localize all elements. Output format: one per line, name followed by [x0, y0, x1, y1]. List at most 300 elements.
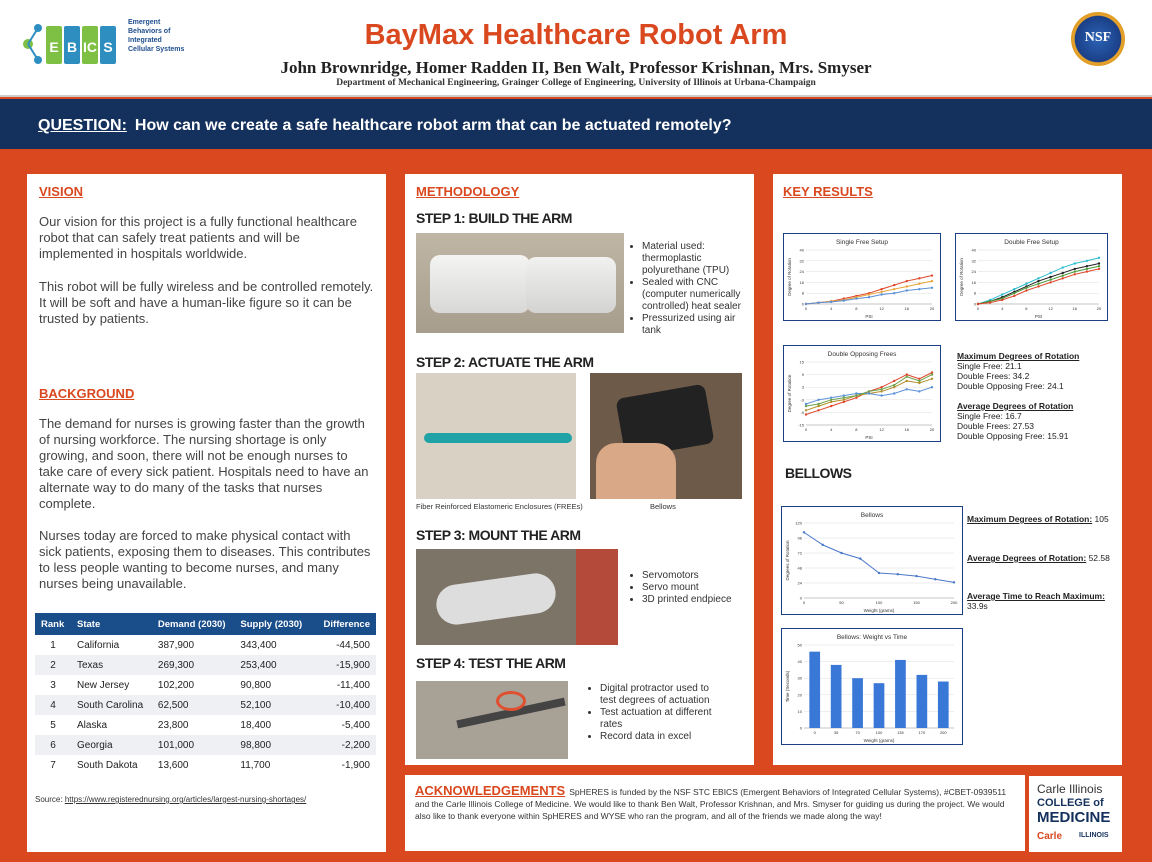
y-tick-label: 32: [799, 258, 804, 264]
x-tick-label: 100: [875, 600, 883, 605]
data-point: [897, 573, 899, 575]
table-cell: Alaska: [77, 719, 108, 731]
data-point: [880, 390, 882, 392]
data-point: [1062, 266, 1064, 268]
data-point: [1037, 280, 1039, 282]
data-point: [893, 392, 895, 394]
list-item: • Servo mount: [642, 582, 750, 594]
stat-label: Average Time to Reach Maximum:: [967, 591, 1105, 601]
authors: John Brownridge, Homer Radden II, Ben Walt, Professor Krishnan, Mrs. Smyser: [280, 58, 872, 77]
svg-text:IC: IC: [83, 39, 97, 55]
table-cell: Georgia: [71, 735, 152, 755]
table-row: [35, 755, 376, 775]
x-tick-label: 16: [904, 427, 910, 432]
data-point: [1062, 272, 1064, 274]
y-axis-label: Degree of Rotation: [959, 258, 964, 296]
table-row: [35, 655, 376, 675]
table-cell: Texas: [71, 655, 152, 675]
data-point: [880, 293, 882, 295]
data-point: [880, 386, 882, 388]
data-point: [817, 409, 819, 411]
x-tick-label: 16: [1072, 306, 1078, 311]
list-item: • Digital protractor used to test degrees of actuation: [600, 683, 718, 707]
illinois-brand: ILLINOIS: [1079, 832, 1109, 839]
bar: [831, 665, 842, 728]
data-point: [830, 397, 832, 399]
step-3-bullets: [630, 570, 750, 606]
x-tick-label: 8: [855, 306, 858, 311]
mount-photo: [416, 549, 618, 645]
carle-brand: Carle: [1037, 831, 1063, 842]
chart-title: Double Free Setup: [1004, 239, 1059, 246]
y-axis-label: Degree of Rotation: [787, 374, 792, 413]
x-tick-label: 4: [830, 306, 833, 311]
x-tick-label: 8: [1025, 306, 1028, 311]
data-point: [893, 384, 895, 386]
x-tick-label: 20: [929, 306, 935, 311]
column-header: Demand (2030): [152, 613, 235, 635]
step-1-bullets: [630, 241, 750, 337]
data-point: [1062, 277, 1064, 279]
data-point: [918, 380, 920, 382]
stat-label: Maximum Degrees of Rotation:: [967, 514, 1093, 524]
data-point: [931, 378, 933, 380]
stat-line: Single Free: 16.7: [957, 411, 1022, 421]
svg-text:S: S: [103, 39, 113, 55]
svg-text:B: B: [66, 39, 78, 55]
chart-double-opposing: [783, 345, 941, 442]
bellows-stat-max: [967, 514, 1122, 524]
data-point: [918, 378, 920, 380]
table-cell: 269,300: [152, 655, 235, 675]
x-tick-label: 200: [950, 600, 958, 605]
poster-title: BayMax Healthcare Robot Arm: [364, 19, 788, 51]
data-point: [918, 277, 920, 279]
y-tick-label: 15: [799, 359, 804, 365]
data-point: [931, 274, 933, 276]
y-tick-label: 0: [799, 595, 802, 601]
data-point: [1074, 273, 1076, 275]
x-tick-label: 4: [830, 427, 833, 432]
data-point: [906, 373, 908, 375]
x-tick-label: 70: [855, 730, 860, 735]
y-tick-label: 3: [801, 384, 804, 390]
data-point: [1086, 265, 1088, 267]
carle-line-3: MEDICINE: [1037, 809, 1111, 826]
data-point: [855, 397, 857, 399]
x-tick-label: 0: [802, 600, 806, 605]
data-point: [855, 392, 857, 394]
data-point: [906, 376, 908, 378]
y-tick-label: 40: [799, 247, 804, 253]
data-point: [918, 390, 920, 392]
data-point: [817, 403, 819, 405]
data-point: [918, 283, 920, 285]
table-cell: New Jersey: [77, 679, 130, 691]
x-axis-label: PSI: [1034, 314, 1043, 319]
data-point: [893, 380, 895, 382]
table-cell: 7: [50, 759, 56, 771]
table-cell: 102,200: [157, 679, 195, 691]
table-cell: -15,900: [310, 655, 376, 675]
data-point: [1062, 274, 1064, 276]
data-point: [805, 413, 807, 415]
data-point: [1074, 262, 1076, 264]
table-cell: 3: [50, 679, 56, 691]
data-point: [868, 296, 870, 298]
table-cell: 6: [35, 735, 71, 755]
x-tick-label: 12: [1048, 306, 1053, 311]
data-point: [1086, 260, 1088, 262]
table-cell: 90,800: [240, 679, 272, 691]
chart-bellows: [781, 506, 963, 615]
header: [0, 0, 1152, 97]
chart-svg-1: [956, 234, 1107, 320]
data-point: [805, 403, 807, 405]
x-tick-label: 100: [875, 730, 883, 735]
data-point: [840, 552, 842, 554]
x-axis-label: PSI: [865, 314, 873, 319]
data-point: [893, 386, 895, 388]
stat-value: 33.9s: [967, 601, 988, 611]
data-point: [805, 405, 807, 407]
nursing-shortage-table: [35, 613, 376, 775]
data-point: [989, 301, 991, 303]
bar: [938, 682, 949, 728]
y-tick-label: 8: [801, 290, 804, 296]
carle-line-1: Carle Illinois: [1037, 782, 1103, 796]
table-cell: -2,200: [310, 735, 376, 755]
data-point: [1001, 299, 1003, 301]
stat-line: Double Frees: 27.53: [957, 421, 1035, 431]
list-item: • Servomotors: [642, 570, 750, 582]
data-point: [1049, 272, 1051, 274]
column-header: State: [71, 613, 152, 635]
data-point: [843, 399, 845, 401]
table-cell: -10,400: [310, 695, 376, 715]
results-heading: KEY RESULTS: [783, 184, 873, 199]
data-point: [1037, 277, 1039, 279]
question-label: QUESTION:: [38, 117, 127, 134]
data-point: [1086, 268, 1088, 270]
frees-photo: [416, 373, 576, 499]
table-cell: 62,500: [152, 695, 235, 715]
carle-illinois-logo: [1029, 776, 1122, 852]
data-point: [918, 288, 920, 290]
data-point: [843, 397, 845, 399]
acknowledgements-heading: ACKNOWLEDGEMENTS: [415, 783, 566, 798]
chart-title: Bellows: Weight vs Time: [836, 634, 908, 641]
carle-line-2: COLLEGE of: [1037, 797, 1104, 809]
table-cell: South Carolina: [71, 695, 152, 715]
data-point: [1049, 279, 1051, 281]
data-point: [855, 297, 857, 299]
x-tick-label: 20: [929, 427, 935, 432]
chart-title: Single Free Setup: [835, 239, 889, 246]
data-point: [1013, 288, 1015, 290]
data-point: [931, 371, 933, 373]
table-cell: 1: [50, 639, 56, 651]
table-cell: 23,800: [157, 719, 189, 731]
table-row: [35, 715, 376, 735]
list-item: • Material used: thermoplastic polyurethane (TPU): [642, 241, 750, 277]
column-header: Supply (2030): [234, 613, 310, 635]
y-tick-label: 40: [971, 247, 976, 253]
table-cell: 98,800: [234, 735, 310, 755]
data-point: [880, 288, 882, 290]
table-header-row: [35, 613, 376, 635]
data-point: [880, 394, 882, 396]
bar: [917, 675, 928, 728]
data-point: [918, 382, 920, 384]
y-axis-label: Degree of Rotation: [787, 258, 792, 296]
data-point: [931, 280, 933, 282]
stat-line: Double Opposing Free: 15.91: [957, 431, 1069, 441]
table-cell: 253,400: [234, 655, 310, 675]
data-point: [843, 299, 845, 301]
stat-line: Single Free: 21.1: [957, 361, 1022, 371]
nsf-logo: [1071, 12, 1125, 66]
table-row: [35, 695, 376, 715]
data-point: [906, 388, 908, 390]
data-point: [843, 401, 845, 403]
table-cell: -5,400: [341, 719, 370, 731]
x-tick-label: 12: [879, 427, 884, 432]
data-point: [893, 288, 895, 290]
ebics-subtitle: Emergent Behaviors of Integrated Cellular Systems: [128, 19, 185, 53]
table-cell: 2: [35, 655, 71, 675]
table-cell: -1,900: [341, 759, 370, 771]
data-point: [906, 285, 908, 287]
frees-stats: [957, 351, 1107, 441]
question: [38, 117, 732, 135]
y-tick-label: 40: [797, 659, 802, 665]
data-point: [906, 280, 908, 282]
data-point: [906, 380, 908, 382]
svg-text:E: E: [49, 39, 59, 55]
data-point: [1025, 287, 1027, 289]
data-point: [953, 581, 955, 583]
data-point: [1013, 292, 1015, 294]
y-tick-label: 0: [973, 301, 976, 307]
y-tick-label: 32: [971, 258, 976, 264]
table-cell: -44,500: [336, 639, 370, 651]
x-tick-label: 0: [804, 306, 808, 311]
y-tick-label: 20: [797, 692, 802, 698]
y-tick-label: 0: [801, 301, 804, 307]
acknowledgements-panel: [405, 775, 1025, 851]
stat-label: Average Degrees of Rotation:: [967, 553, 1087, 563]
avg-rotation-label: Average Degrees of Rotation: [957, 401, 1074, 411]
table-row: [35, 735, 376, 755]
table-cell: 13,600: [157, 759, 189, 771]
data-point: [1098, 262, 1100, 264]
table-cell: 18,400: [240, 719, 272, 731]
y-axis-label: Time (Seconds): [785, 670, 790, 703]
y-tick-label: 30: [797, 675, 802, 681]
bar: [852, 678, 863, 728]
x-tick-label: 135: [897, 730, 904, 735]
vision-paragraph-2: This robot will be fully wireless and be controlled remotely. It will be soft and have a human-like figure so it can be trusted by patients.: [39, 279, 374, 326]
stat-line: Double Opposing Free: 24.1: [957, 381, 1064, 391]
y-tick-label: -9: [800, 409, 804, 415]
bellows-stat-time: [967, 591, 1122, 611]
data-point: [817, 399, 819, 401]
list-item: • Sealed with CNC (computer numerically controlled) heat sealer: [642, 277, 750, 313]
data-point: [931, 386, 933, 388]
frees-caption: Fiber Reinforced Elastomeric Enclosures (FREEs): [416, 502, 583, 511]
data-point: [1037, 283, 1039, 285]
data-point: [822, 544, 824, 546]
series-line: [978, 266, 1099, 304]
bar: [895, 660, 906, 728]
chart-svg-3: [782, 507, 962, 614]
bar: [874, 683, 885, 728]
table-cell: 101,000: [152, 735, 235, 755]
x-tick-label: 50: [839, 600, 844, 605]
x-tick-label: 0: [976, 306, 980, 311]
stat-value: 52.58: [1088, 553, 1110, 563]
step-4-title: STEP 4: TEST THE ARM: [416, 655, 566, 671]
chart-svg-0: [784, 234, 940, 320]
acknowledgements: [415, 785, 1015, 822]
question-bar: [0, 99, 1152, 149]
x-tick-label: 170: [918, 730, 926, 735]
chart-title: Double Opposing Frees: [827, 351, 897, 358]
data-point: [1098, 257, 1100, 259]
vision-heading: VISION: [39, 184, 84, 199]
chart-bellows-time: [781, 628, 963, 745]
data-point: [893, 284, 895, 286]
department: Department of Mechanical Engineering, Grainger College of Engineering, University of Illinois at Urbana-Champaign: [336, 78, 816, 88]
list-item: • Pressurized using air tank: [642, 313, 750, 337]
chart-title: Bellows: [860, 512, 884, 519]
x-tick-label: 35: [833, 730, 839, 735]
data-point: [906, 289, 908, 291]
table-cell: 5: [50, 719, 56, 731]
step-4-bullets: [588, 683, 718, 743]
data-point: [830, 399, 832, 401]
y-tick-label: -3: [800, 397, 804, 403]
data-point: [868, 392, 870, 394]
data-point: [868, 390, 870, 392]
x-axis-label: PSI: [865, 435, 873, 440]
max-rotation-label: Maximum Degrees of Rotation: [957, 351, 1080, 361]
bellows-stat-avg: [967, 553, 1122, 563]
chart-svg-2: [784, 346, 940, 441]
bar: [809, 652, 820, 728]
data-point: [893, 292, 895, 294]
x-axis-label: Weight (grams): [863, 608, 895, 613]
y-tick-label: 10: [797, 708, 802, 714]
data-point: [830, 301, 832, 303]
data-point: [1037, 285, 1039, 287]
step-3-title: STEP 3: MOUNT THE ARM: [416, 527, 581, 543]
background-paragraph-1: The demand for nurses is growing faster than the growth of nursing workforce. The nursing shortage is only growing, and soon, there will not be enough nurses to take care of every sick patient. Hospitals need to have an alternate way to do many of the tasks that nurses complete.: [39, 416, 369, 511]
background-paragraph-2: Nurses today are forced to make physical contact with sick patients, exposing them to diseases. This contributes to less people wanting to become nurses, and many nurses being unavailable.: [39, 528, 371, 591]
data-point: [830, 401, 832, 403]
data-point: [977, 303, 979, 305]
y-tick-label: 24: [797, 580, 802, 586]
table-cell: -11,400: [336, 679, 370, 691]
data-point: [880, 388, 882, 390]
y-tick-label: 8: [973, 290, 976, 296]
list-item: • Test actuation at different rates: [600, 707, 718, 731]
x-axis-label: Weight (grams): [863, 738, 895, 743]
data-point: [817, 405, 819, 407]
data-point: [1098, 265, 1100, 267]
data-point: [1001, 293, 1003, 295]
data-point: [1025, 283, 1027, 285]
bellows-caption: Bellows: [650, 502, 676, 511]
data-point: [931, 287, 933, 289]
y-tick-label: 0: [799, 725, 802, 731]
data-point: [1086, 270, 1088, 272]
data-point: [830, 405, 832, 407]
data-point: [868, 293, 870, 295]
x-tick-label: 200: [939, 730, 947, 735]
source-link[interactable]: https://www.registerednursing.org/articles/largest-nursing-shortages/: [64, 795, 307, 804]
step-2-title: STEP 2: ACTUATE THE ARM: [416, 354, 594, 370]
stat-value: 105: [1094, 514, 1109, 524]
x-tick-label: 150: [913, 600, 920, 605]
y-tick-label: 24: [799, 269, 804, 275]
x-tick-label: 8: [855, 427, 858, 432]
data-point: [1074, 270, 1076, 272]
table-row: [35, 635, 376, 655]
chart-double-free: [955, 233, 1108, 321]
data-point: [1074, 268, 1076, 270]
stat-line: Double Frees: 34.2: [957, 371, 1030, 381]
chart-svg-4: [782, 629, 962, 744]
x-tick-label: 0: [804, 427, 808, 432]
table-cell: 11,700: [240, 759, 271, 771]
data-point: [1013, 295, 1015, 297]
table-cell: 387,900: [157, 639, 195, 651]
y-tick-label: 16: [971, 279, 976, 285]
tpu-arm-photo: [416, 233, 624, 333]
x-tick-label: 0: [813, 730, 816, 735]
methodology-heading: METHODOLOGY: [416, 184, 520, 199]
data-point: [1098, 268, 1100, 270]
test-photo: [416, 681, 568, 759]
data-point: [803, 531, 805, 533]
y-tick-label: 24: [971, 269, 976, 275]
y-tick-label: -15: [798, 422, 804, 428]
column-header: Rank: [35, 613, 71, 635]
acknowledgements-text: SpHERES is funded by the NSF STC EBICS (Emergent Behaviors of Integrated Cellular Systems), #CBET-0939511 and the Carle Illinois College of Medicine. We would like to thank Ben Walt, Professor Krishnan, and Mrs. Smyser for guiding us during the project. We would also like to thank everyone within SpHERES and WYSE who ran the program, and all of the friends we made along the way!: [415, 787, 1007, 821]
source: [35, 795, 306, 804]
nsf-logo-text: NSF: [1084, 30, 1112, 45]
y-axis-label: Degrees of Rotation: [785, 540, 790, 581]
list-item: • 3D printed endpiece: [642, 594, 750, 606]
data-point: [915, 575, 917, 577]
table-cell: South Dakota: [77, 759, 138, 771]
y-tick-label: 16: [799, 279, 804, 285]
bellows-heading: BELLOWS: [785, 465, 852, 481]
data-point: [880, 291, 882, 293]
y-tick-label: 72: [797, 550, 802, 556]
table-cell: California: [77, 639, 120, 651]
data-point: [817, 301, 819, 303]
x-tick-label: 20: [1096, 306, 1102, 311]
table-cell: 52,100: [234, 695, 310, 715]
data-point: [878, 572, 880, 574]
data-point: [855, 394, 857, 396]
data-point: [1049, 281, 1051, 283]
x-tick-label: 4: [1001, 306, 1004, 311]
column-header: Difference: [310, 613, 376, 635]
